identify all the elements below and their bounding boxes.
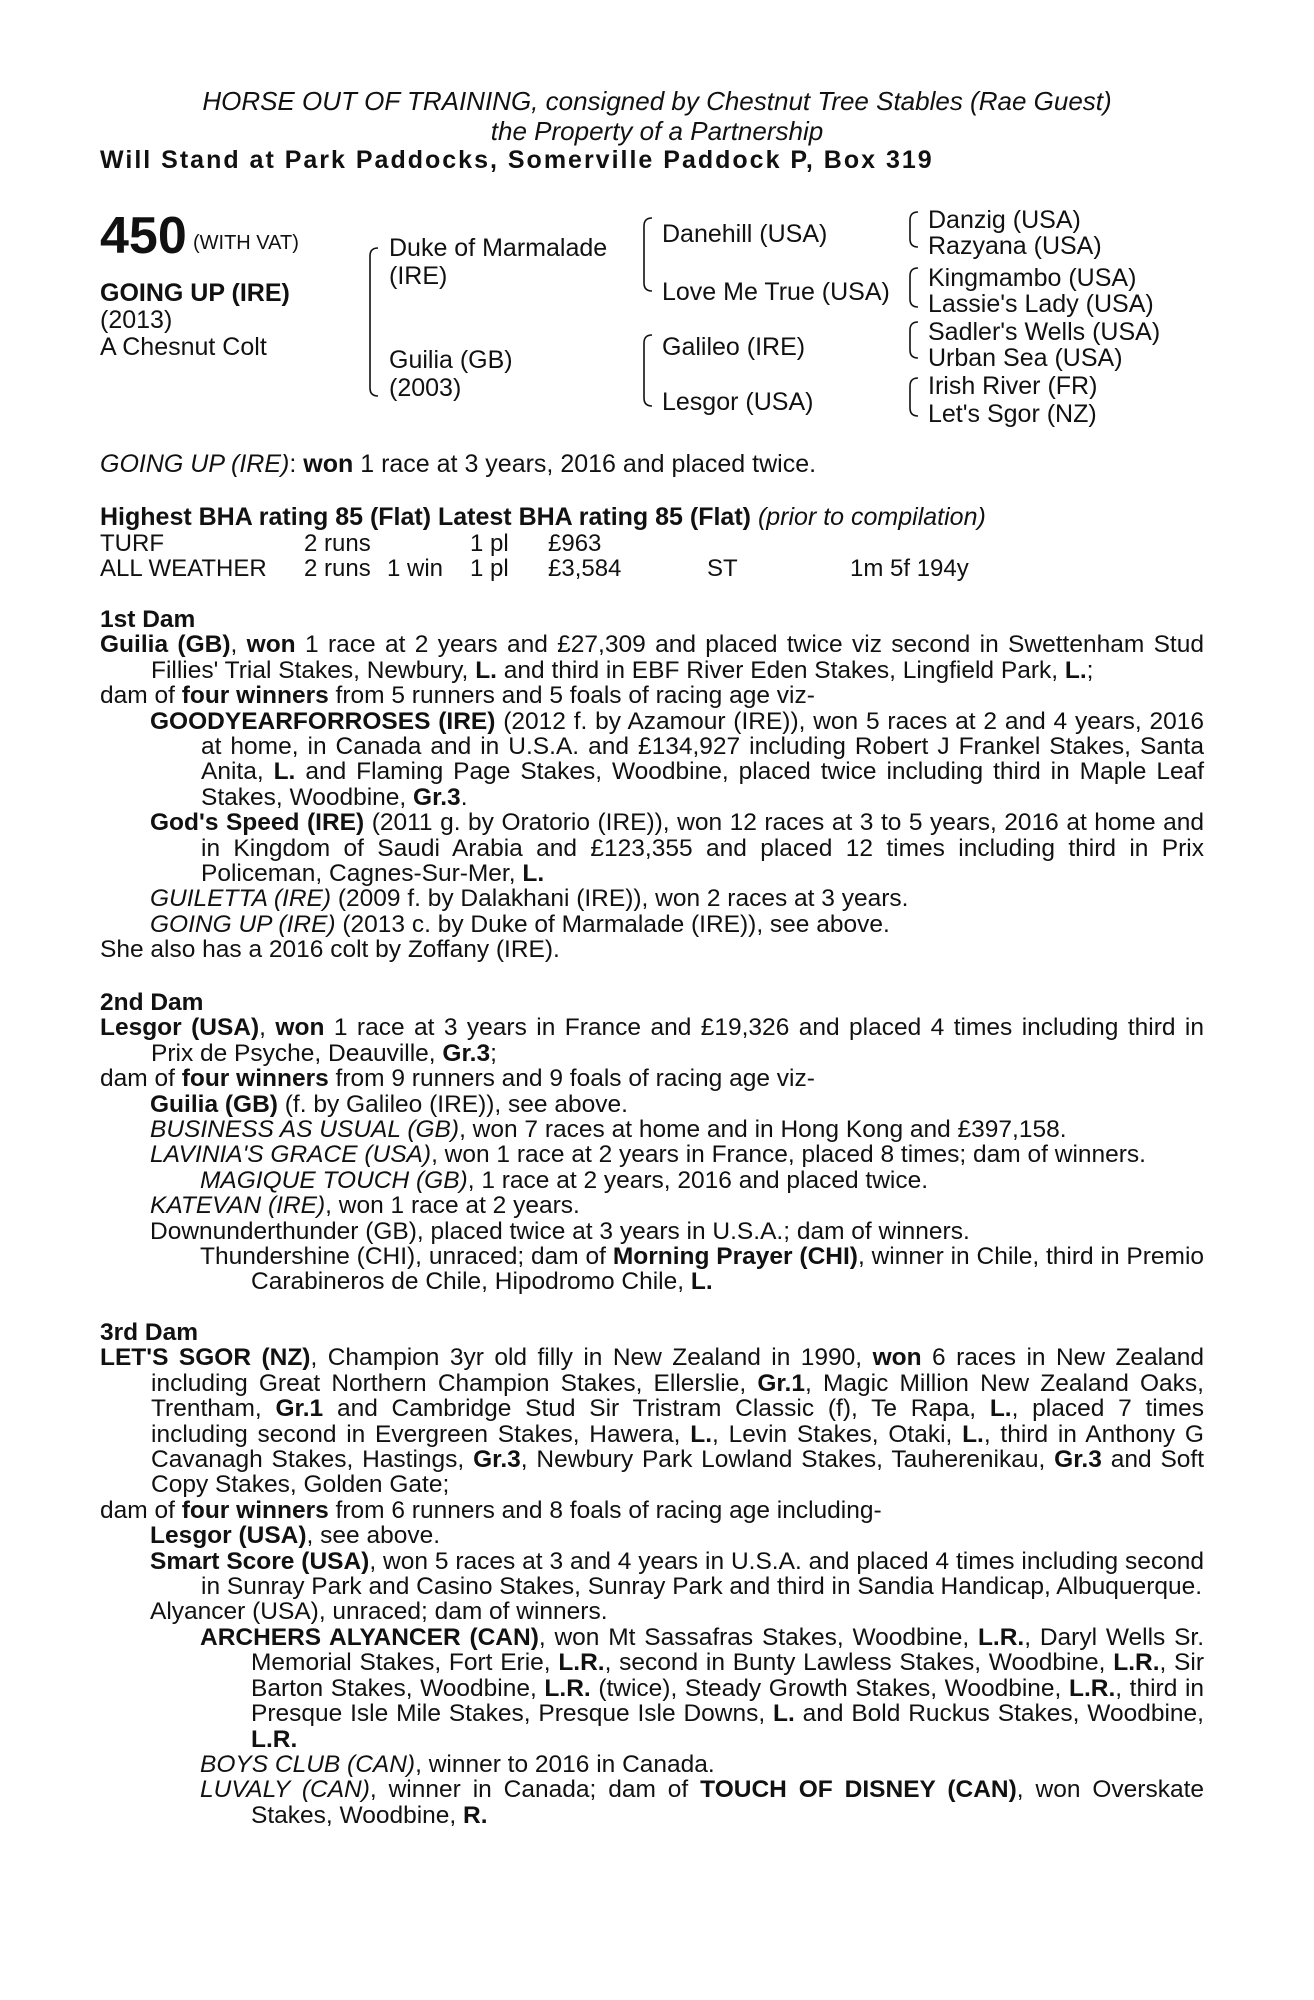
ped-gen3-7: Irish River (FR) — [928, 372, 1098, 400]
ped-gen3-6: Urban Sea (USA) — [928, 344, 1123, 372]
ped-gen3-3: Kingmambo (USA) — [928, 264, 1137, 292]
ped-dam-sire: Galileo (IRE) — [662, 333, 806, 361]
ped-gen3-8: Let's Sgor (NZ) — [928, 400, 1097, 428]
bracket-gen2b — [644, 335, 652, 406]
header-line-2: the Property of a Partnership — [490, 116, 824, 146]
ped-gen3-4: Lassie's Lady (USA) — [928, 290, 1154, 318]
bha-rating: Highest BHA rating 85 (Flat) Latest BHA rating 85 (Flat) (prior to compilation) — [100, 503, 986, 531]
ped-dam: Guilia (GB) — [389, 346, 513, 374]
lot-vat: (WITH VAT) — [193, 232, 299, 254]
ped-dam-dam: Lesgor (USA) — [662, 388, 814, 416]
bracket-gen3b — [910, 268, 918, 307]
horse-description: A Chesnut Colt — [100, 333, 267, 361]
race-summary: GOING UP (IRE): won 1 race at 3 years, 2016 and placed twice. — [100, 450, 817, 478]
bracket-gen1 — [370, 248, 378, 396]
ped-sire-sire: Danehill (USA) — [662, 220, 828, 248]
ped-gen3-5: Sadler's Wells (USA) — [928, 318, 1161, 346]
ped-gen3-1: Danzig (USA) — [928, 206, 1081, 234]
third-dam-section: 3rd Dam LET'S SGOR (NZ), Champion 3yr old filly in New Zealand in 1990, won 6 races in New Zealand including Great Northern Champion Stakes, Ellerslie, Gr.1, Magic Million New Zealand Oaks, Trentham, Gr.1 and Cambridge Stud Sir Tristram Classic (f), Te Rapa, L., placed 7 times including second in Evergreen Stakes, Hawera, L., Levin Stakes, Otaki, L., third in Anthony G Cavanagh Stakes, Hastings, Gr.3, Newbury Park Lowland Stakes, Tauherenikau, Gr.3 and Soft Copy Stakes, Golden Gate; dam of four winners from 6 runners and 8 foals of racing age including- Lesgor (USA), see above. Smart Score (USA), won 5 races at 3 and 4 years in U.S.A. and placed 4 times including second in Sunray Park and Casino Stakes, Sunray Park and third in Sandia Handicap, Albuquerque. Alyancer (USA), unraced; dam of winners. ARCHERS ALYANCER (CAN), won Mt Sassafras Stakes, Woodbine, L.R., Daryl Wells Sr. Memorial Stakes, Fort Erie, L.R., second in Bunty Lawless Stakes, Woodbine, L.R., Sir Barton Stakes, Woodbine, L.R. (twice), Steady Growth Stakes, Woodbine, L.R., third in Presque Isle Mile Stakes, Presque Isle Downs, L. and Bold Ruckus Stakes, Woodbine, L.R. BOYS CLUB (CAN), winner to 2016 in Canada. LUVALY (CAN), winner in Canada; dam of TOUCH OF DISNEY (CAN), won Overskate Stakes, Woodbine, R. — [100, 1319, 1205, 1829]
bracket-gen2a — [644, 218, 652, 291]
ped-gen3-2: Razyana (USA) — [928, 232, 1102, 260]
ped-sire: Duke of Marmalade — [389, 234, 608, 262]
header-line-3: Will Stand at Park Paddocks, Somerville Paddock P, Box 319 — [100, 146, 934, 174]
bracket-gen3a — [910, 212, 918, 247]
lot-number: 450 — [100, 207, 187, 265]
bracket-gen3c — [910, 322, 918, 358]
horse-year: (2013) — [100, 306, 173, 334]
header-line-1: HORSE OUT OF TRAINING, consigned by Chestnut Tree Stables (Rae Guest) — [202, 86, 1112, 116]
ped-sire-dam: Love Me True (USA) — [662, 278, 890, 306]
horse-name: GOING UP (IRE) — [100, 279, 290, 307]
ped-sire-suffix: (IRE) — [389, 262, 448, 290]
first-dam-section: 1st Dam Guilia (GB), won 1 race at 2 years and £27,309 and placed twice viz second in Swettenham Stud Fillies' Trial Stakes, Newbury, L. and third in EBF River Eden Stakes, Lingfield Park, L.; dam of four winners from 5 runners and 5 foals of racing age viz- GOODYEARFORROSES (IRE) (2012 f. by Azamour (IRE)), won 5 races at 2 and 4 years, 2016 at home, in Canada and in U.S.A. and £134,927 including Robert J Frankel Stakes, Santa Anita, L. and Flaming Page Stakes, Woodbine, placed twice including third in Maple Leaf Stakes, Woodbine, Gr.3. God's Speed (IRE) (2011 g. by Oratorio (IRE)), won 12 races at 3 to 5 years, 2016 at home and in Kingdom of Saudi Arabia and £123,355 and placed 12 times including third in Prix Policeman, Cagnes-Sur-Mer, L. GUILETTA (IRE) (2009 f. by Dalakhani (IRE)), won 2 races at 3 years. GOING UP (IRE) (2013 c. by Duke of Marmalade (IRE)), see above. She also has a 2016 colt by Zoffany (IRE). — [100, 606, 1205, 964]
bracket-gen3d — [910, 378, 918, 416]
second-dam-section: 2nd Dam Lesgor (USA), won 1 race at 3 years in France and £19,326 and placed 4 times including third in Prix de Psyche, Deauville, Gr.3; dam of four winners from 9 runners and 9 foals of racing age viz- Guilia (GB) (f. by Galileo (IRE)), see above. BUSINESS AS USUAL (GB), won 7 races at home and in Hong Kong and £397,158. LAVINIA'S GRACE (USA), won 1 race at 2 years in France, placed 8 times; dam of winners. MAGIQUE TOUCH (GB), 1 race at 2 years, 2016 and placed twice. KATEVAN (IRE), won 1 race at 2 years. Downunderthunder (GB), placed twice at 3 years in U.S.A.; dam of winners. Thundershine (CHI), unraced; dam of Morning Prayer (CHI), winner in Chile, third in Premio Carabineros de Chile, Hipodromo Chile, L. — [100, 989, 1205, 1296]
ped-dam-year: (2003) — [389, 374, 462, 402]
pedigree-brackets — [0, 0, 1314, 440]
